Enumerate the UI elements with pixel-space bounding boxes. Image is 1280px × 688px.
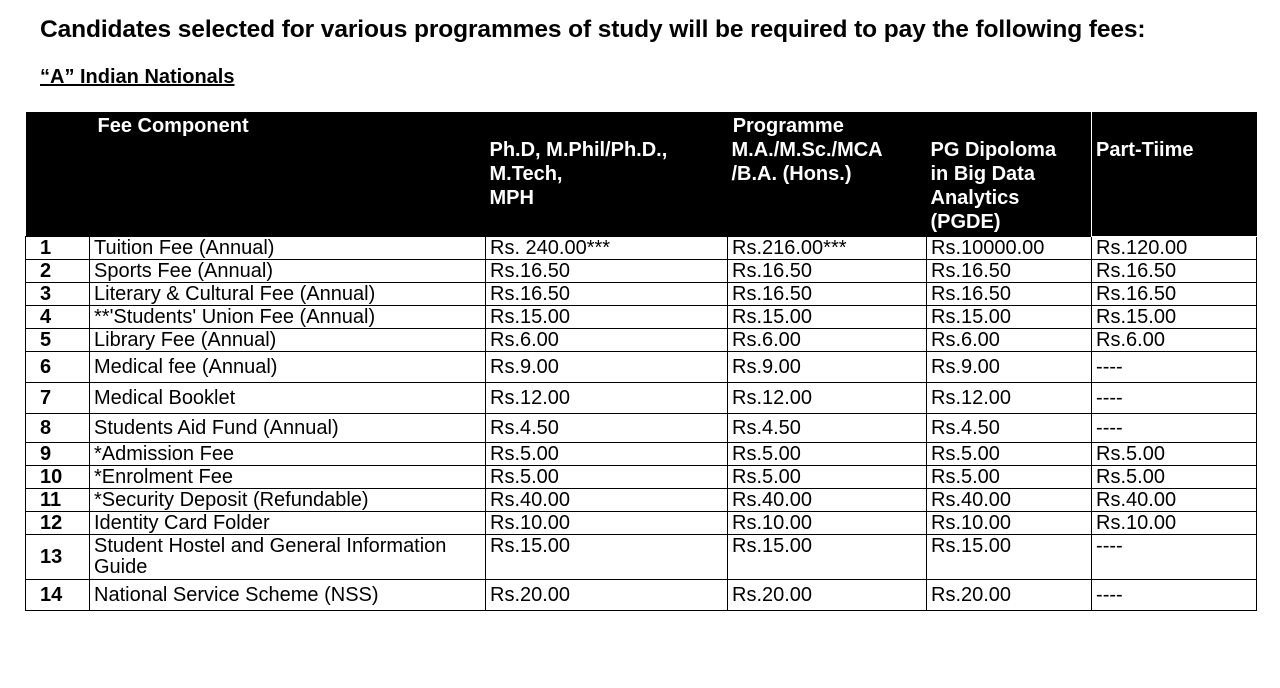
fee-component: Library Fee (Annual) — [90, 329, 486, 352]
header-programme-pgde — [927, 138, 1092, 237]
fee-ma: Rs.20.00 — [728, 580, 927, 611]
fee-component: Identity Card Folder — [90, 512, 486, 535]
fee-ma: Rs.5.00 — [728, 466, 927, 489]
fee-part-time: ---- — [1092, 383, 1257, 414]
row-number: 11 — [26, 489, 90, 512]
fee-pgde: Rs.10000.00 — [927, 237, 1092, 260]
fee-phd: Rs.20.00 — [486, 580, 728, 611]
fee-component: *Security Deposit (Refundable) — [90, 489, 486, 512]
fee-phd: Rs.16.50 — [486, 260, 728, 283]
header-line: Analytics — [930, 187, 1020, 209]
fee-ma: Rs.216.00*** — [728, 237, 927, 260]
table-row — [26, 466, 1257, 489]
fee-part-time: Rs.5.00 — [1092, 466, 1257, 489]
row-number: 9 — [26, 443, 90, 466]
fee-ma: Rs.10.00 — [728, 512, 927, 535]
fee-component: Sports Fee (Annual) — [90, 260, 486, 283]
row-number: 2 — [26, 260, 90, 283]
fee-pgde: Rs.40.00 — [927, 489, 1092, 512]
table-row — [26, 237, 1257, 260]
table-row — [26, 352, 1257, 383]
fee-pgde: Rs.4.50 — [927, 414, 1092, 443]
header-line: PG Dipoloma — [930, 139, 1057, 161]
fee-pgde: Rs.12.00 — [927, 383, 1092, 414]
row-number: 7 — [26, 383, 90, 414]
fee-pgde: Rs.20.00 — [927, 580, 1092, 611]
fee-pgde: Rs.5.00 — [927, 466, 1092, 489]
fee-component: Literary & Cultural Fee (Annual) — [90, 283, 486, 306]
table-row — [26, 260, 1257, 283]
fee-ma: Rs.9.00 — [728, 352, 927, 383]
header-programme-ma — [728, 138, 927, 237]
table-row — [26, 329, 1257, 352]
fee-ma: Rs.12.00 — [728, 383, 927, 414]
fee-phd: Rs.10.00 — [486, 512, 728, 535]
fee-part-time: Rs.16.50 — [1092, 283, 1257, 306]
row-number: 10 — [26, 466, 90, 489]
table-row — [26, 306, 1257, 329]
row-number: 4 — [26, 306, 90, 329]
row-number: 3 — [26, 283, 90, 306]
fee-ma: Rs.4.50 — [728, 414, 927, 443]
fee-ma: Rs.15.00 — [728, 306, 927, 329]
table-row — [26, 283, 1257, 306]
fee-pgde: Rs.9.00 — [927, 352, 1092, 383]
header-fee-component-label: Fee Component — [97, 115, 249, 137]
fee-part-time: ---- — [1092, 414, 1257, 443]
fee-part-time: Rs.10.00 — [1092, 512, 1257, 535]
header-programme: Programme — [486, 112, 1092, 138]
fee-phd: Rs.5.00 — [486, 466, 728, 489]
fee-component: Students Aid Fund (Annual) — [90, 414, 486, 443]
fee-pgde: Rs.15.00 — [927, 306, 1092, 329]
fee-ma: Rs.15.00 — [728, 535, 927, 580]
table-row — [26, 383, 1257, 414]
fee-component: *Admission Fee — [90, 443, 486, 466]
table-row — [26, 414, 1257, 443]
fee-component: Tuition Fee (Annual) — [90, 237, 486, 260]
fee-part-time: ---- — [1092, 352, 1257, 383]
row-number: 6 — [26, 352, 90, 383]
fee-table — [25, 112, 1257, 611]
row-number: 13 — [26, 535, 90, 580]
fee-phd: Rs.5.00 — [486, 443, 728, 466]
header-programme-phd — [486, 138, 728, 237]
fee-ma: Rs.40.00 — [728, 489, 927, 512]
page-heading: Candidates selected for various programmes of study will be required to pay the following fees: — [40, 16, 1146, 43]
fee-table-header — [26, 112, 1257, 237]
fee-part-time: Rs.6.00 — [1092, 329, 1257, 352]
fee-phd: Rs.12.00 — [486, 383, 728, 414]
table-row — [26, 580, 1257, 611]
fee-phd: Rs.4.50 — [486, 414, 728, 443]
table-row — [26, 535, 1257, 580]
header-line: M.Tech, — [489, 163, 563, 185]
fee-pgde: Rs.16.50 — [927, 283, 1092, 306]
fee-phd: Rs.15.00 — [486, 535, 728, 580]
row-number: 14 — [26, 580, 90, 611]
fee-phd: Rs.40.00 — [486, 489, 728, 512]
section-subheading: “A” Indian Nationals — [40, 66, 235, 88]
header-line: /B.A. (Hons.) — [731, 163, 852, 185]
fee-part-time: ---- — [1092, 535, 1257, 580]
fee-component: Medical Booklet — [90, 383, 486, 414]
fee-ma: Rs.5.00 — [728, 443, 927, 466]
fee-phd: Rs.16.50 — [486, 283, 728, 306]
fee-phd: Rs. 240.00*** — [486, 237, 728, 260]
header-fee-component — [26, 112, 486, 237]
fee-part-time: Rs.120.00 — [1092, 237, 1257, 260]
row-number: 12 — [26, 512, 90, 535]
fee-part-time: ---- — [1092, 580, 1257, 611]
row-number: 1 — [26, 237, 90, 260]
fee-part-time: Rs.5.00 — [1092, 443, 1257, 466]
header-line: MPH — [489, 187, 534, 209]
fee-component: Medical fee (Annual) — [90, 352, 486, 383]
fee-ma: Rs.16.50 — [728, 283, 927, 306]
fee-component: Student Hostel and General Information Guide — [90, 535, 486, 580]
fee-part-time: Rs.15.00 — [1092, 306, 1257, 329]
fee-pgde: Rs.15.00 — [927, 535, 1092, 580]
table-row — [26, 512, 1257, 535]
header-line: (PGDE) — [930, 211, 1001, 233]
fee-ma: Rs.16.50 — [728, 260, 927, 283]
fee-part-time: Rs.40.00 — [1092, 489, 1257, 512]
fee-pgde: Rs.16.50 — [927, 260, 1092, 283]
fee-pgde: Rs.5.00 — [927, 443, 1092, 466]
fee-table-body — [26, 237, 1257, 611]
fee-phd: Rs.9.00 — [486, 352, 728, 383]
header-line: M.A./M.Sc./MCA — [731, 139, 883, 161]
header-part-time: Part-Tiime — [1092, 112, 1257, 237]
table-row — [26, 489, 1257, 512]
header-line: in Big Data — [930, 163, 1035, 185]
fee-part-time: Rs.16.50 — [1092, 260, 1257, 283]
fee-pgde: Rs.6.00 — [927, 329, 1092, 352]
fee-component: *Enrolment Fee — [90, 466, 486, 489]
row-number: 5 — [26, 329, 90, 352]
fee-component: National Service Scheme (NSS) — [90, 580, 486, 611]
fee-phd: Rs.15.00 — [486, 306, 728, 329]
fee-ma: Rs.6.00 — [728, 329, 927, 352]
table-row — [26, 443, 1257, 466]
fee-component: **'Students' Union Fee (Annual) — [90, 306, 486, 329]
fee-pgde: Rs.10.00 — [927, 512, 1092, 535]
fee-phd: Rs.6.00 — [486, 329, 728, 352]
row-number: 8 — [26, 414, 90, 443]
header-line: Ph.D, M.Phil/Ph.D., — [489, 139, 668, 161]
